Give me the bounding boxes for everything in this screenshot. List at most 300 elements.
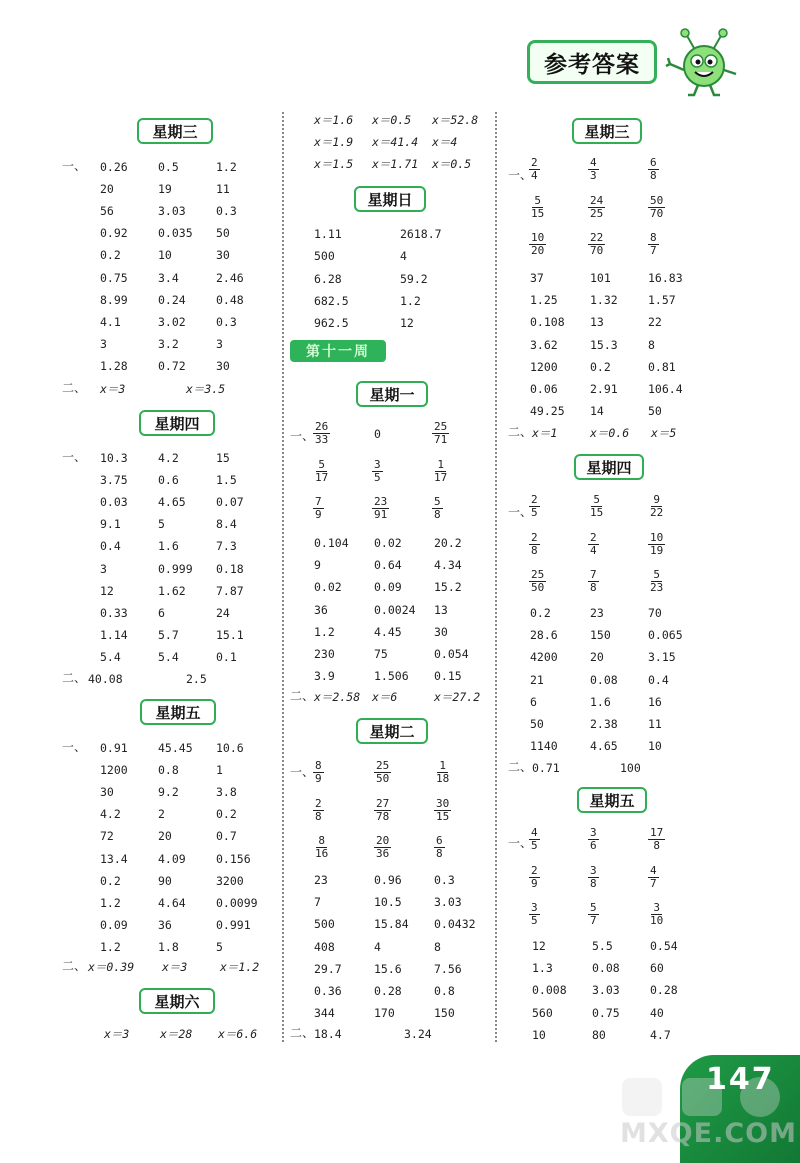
part-one-marker: 一、 <box>62 740 87 754</box>
numerator: 3 <box>590 826 597 839</box>
answer-value: 0.7 <box>216 829 237 844</box>
answer-value: 2.91 <box>590 382 618 396</box>
answer-value: 0.48 <box>216 292 244 307</box>
denominator: 50 <box>531 581 545 594</box>
answer-value: 90 <box>158 873 172 888</box>
answer-value: 1.14 <box>100 627 128 642</box>
answer-value: 2.5 <box>186 672 207 686</box>
answer-value: 70 <box>648 606 662 620</box>
answer-value: 7.87 <box>216 583 244 598</box>
answer-value: 0.3 <box>216 314 237 329</box>
numerator: 6 <box>650 156 657 169</box>
answer-key-title: 参考答案 <box>544 51 640 78</box>
answer-value: 10 <box>648 739 662 754</box>
answer-value: 0.09 <box>374 580 402 595</box>
answer-key-header <box>527 40 657 84</box>
answer-value: 4.65 <box>590 739 618 754</box>
numerator: 30 <box>436 796 450 810</box>
fraction <box>588 827 599 852</box>
fraction <box>648 157 659 182</box>
answer-value: 37 <box>530 271 544 285</box>
answer-value: x＝5 <box>651 426 677 440</box>
answer-value: 7 <box>314 895 321 910</box>
fraction <box>529 157 540 182</box>
answer-value: 10 <box>532 1027 546 1042</box>
answer-value: 6 <box>530 694 537 709</box>
answer-value: 0.008 <box>532 983 567 998</box>
answer-value: 0.4 <box>648 672 669 687</box>
watermark-site: MXQE.COM <box>620 1118 797 1149</box>
denominator: 8 <box>434 508 441 521</box>
day-badge-thursday: 星期四 <box>574 454 644 480</box>
answer-value: 0.065 <box>648 628 683 643</box>
part-two-marker: 二、 <box>508 425 533 439</box>
answer-value: x＝0.6 <box>590 426 630 440</box>
answer-value: 50 <box>216 226 230 241</box>
fraction <box>374 835 391 860</box>
part-two-marker: 二、 <box>62 381 87 395</box>
fraction <box>648 865 659 890</box>
answer-value: 0.03 <box>100 495 128 510</box>
answer-value: 3.24 <box>404 1027 432 1041</box>
answer-value: 4.2 <box>158 451 179 465</box>
answer-value: 4.1 <box>100 314 121 329</box>
fraction <box>432 421 449 446</box>
answer-value: 0.75 <box>592 1005 620 1020</box>
answer-value: 0.26 <box>100 160 128 174</box>
answer-value: x＝1 <box>532 426 558 440</box>
numerator: 5 <box>653 568 660 581</box>
denominator: 8 <box>653 839 660 852</box>
answer-value: 5 <box>158 517 165 532</box>
denominator: 5 <box>374 470 381 484</box>
answer-value: 23 <box>590 606 604 620</box>
answer-value: 19 <box>158 182 172 197</box>
answer-value: 20 <box>100 182 114 197</box>
answer-value: 0.36 <box>314 984 342 998</box>
answer-value: 0.035 <box>158 226 193 241</box>
numerator: 10 <box>531 231 545 244</box>
answer-value: x＝2.58 <box>314 690 361 704</box>
answer-value: 15.1 <box>216 627 244 642</box>
answer-value: 2.46 <box>216 270 244 285</box>
answer-value: x＝3.5 <box>186 382 226 396</box>
answer-value: 11 <box>648 717 662 731</box>
answer-value: 101 <box>590 271 611 285</box>
answer-value: 682.5 <box>314 293 349 308</box>
denominator: 91 <box>374 508 388 521</box>
answer-value: 1.2 <box>400 293 421 308</box>
fraction <box>432 496 443 521</box>
answer-value: 2 <box>158 807 165 822</box>
part-one-marker: 一、 <box>62 159 87 173</box>
answer-value: 16 <box>648 694 662 709</box>
answer-value: 13 <box>434 602 448 617</box>
answer-value: x＝1.71 <box>372 157 419 171</box>
numerator: 5 <box>434 495 441 508</box>
answer-value: 100 <box>620 761 641 775</box>
numerator: 50 <box>650 193 664 207</box>
fraction <box>372 459 383 484</box>
answer-value: x＝0.5 <box>432 157 472 171</box>
fraction <box>648 569 665 594</box>
fraction <box>648 827 665 852</box>
denominator: 9 <box>531 876 538 890</box>
denominator: 4 <box>590 543 597 557</box>
answer-value: 30 <box>434 624 448 639</box>
denominator: 4 <box>531 169 538 182</box>
numerator: 5 <box>590 901 597 914</box>
denominator: 7 <box>650 244 657 257</box>
part-one-marker: 一、 <box>290 429 315 443</box>
fraction <box>434 798 451 823</box>
answer-value: 28.6 <box>530 628 558 643</box>
answer-value: 1.2 <box>216 160 237 174</box>
answer-value: 80 <box>592 1027 606 1042</box>
day-badge-friday: 星期五 <box>140 699 216 725</box>
denominator: 70 <box>650 206 664 220</box>
denominator: 5 <box>531 506 538 519</box>
column-divider <box>282 112 284 1042</box>
answer-value: 56 <box>100 204 114 219</box>
answer-value: 0.991 <box>216 917 251 932</box>
numerator: 3 <box>653 901 660 914</box>
fraction <box>529 569 546 594</box>
answer-value: 30 <box>216 358 230 373</box>
answer-value: 0.96 <box>374 873 402 887</box>
answer-value: 6.28 <box>314 271 342 286</box>
answer-value: x＝4 <box>432 135 458 149</box>
numerator: 8 <box>318 834 325 847</box>
numerator: 10 <box>650 530 664 544</box>
answer-value: 15.2 <box>434 580 462 595</box>
fraction <box>588 157 599 182</box>
answer-value: x＝1.5 <box>314 157 354 171</box>
answer-value: 15.84 <box>374 917 409 932</box>
answer-value: 13.4 <box>100 851 128 866</box>
part-one-marker: 一、 <box>508 168 533 182</box>
answer-value: 4.64 <box>158 895 186 910</box>
numerator: 24 <box>590 193 604 207</box>
numerator: 7 <box>315 495 322 508</box>
answer-value: 0.0432 <box>434 917 476 932</box>
numerator: 9 <box>653 493 660 506</box>
answer-value: 0.3 <box>434 873 455 887</box>
answer-value: 12 <box>532 939 546 953</box>
answer-value: 12 <box>100 583 114 598</box>
answer-value: 0.28 <box>374 984 402 998</box>
denominator: 18 <box>436 772 450 785</box>
denominator: 8 <box>315 809 322 823</box>
answer-value: 14 <box>590 404 604 419</box>
answer-value: 7.56 <box>434 961 462 976</box>
answer-value: 4.09 <box>158 851 186 866</box>
answer-value: 0.09 <box>100 917 128 932</box>
answer-value: 0.02 <box>374 536 402 550</box>
numerator: 25 <box>376 759 390 772</box>
answer-value: 8 <box>648 337 655 352</box>
fraction <box>529 902 540 927</box>
fraction <box>374 798 391 823</box>
numerator: 2 <box>315 796 322 810</box>
answer-value: 30 <box>100 785 114 800</box>
answer-value: 0.72 <box>158 358 186 373</box>
answer-value: 0.33 <box>100 605 128 620</box>
fraction <box>313 459 330 484</box>
answer-value: x＝1.2 <box>220 960 260 974</box>
denominator: 19 <box>650 543 664 557</box>
answer-value: 0.5 <box>158 160 179 174</box>
answer-value: 6 <box>158 605 165 620</box>
answer-value: 5.7 <box>158 627 179 642</box>
answer-value: 60 <box>650 961 664 976</box>
answer-value: 0 <box>374 427 381 441</box>
answer-value: x＝28 <box>160 1027 193 1041</box>
answer-value: 3 <box>100 561 107 576</box>
answer-value: 72 <box>100 829 114 844</box>
answer-value: 150 <box>434 1006 455 1021</box>
answer-value: 0.2 <box>216 807 237 822</box>
fraction <box>529 865 540 890</box>
answer-value: 230 <box>314 647 335 661</box>
answer-value: 0.2 <box>530 606 551 620</box>
numerator: 4 <box>590 156 597 169</box>
answer-value: 7.3 <box>216 539 237 554</box>
answer-value: 75 <box>374 647 388 661</box>
numerator: 8 <box>650 231 657 244</box>
answer-value: x＝1.9 <box>314 135 354 149</box>
answer-value: 9 <box>314 558 321 573</box>
answer-value: 0.8 <box>158 763 179 778</box>
answer-value: 4 <box>400 249 407 264</box>
fraction <box>434 835 445 860</box>
numerator: 1 <box>439 759 446 772</box>
answer-value: 962.5 <box>314 316 349 331</box>
answer-value: 2.38 <box>590 717 618 731</box>
answer-value: 1.506 <box>374 669 409 684</box>
answer-value: 40.08 <box>88 672 123 686</box>
answer-value: 5.4 <box>158 649 179 664</box>
answer-value: 0.81 <box>648 359 676 374</box>
answer-value: 1140 <box>530 739 558 754</box>
denominator: 17 <box>434 470 448 484</box>
answer-value: 0.71 <box>532 761 560 775</box>
denominator: 5 <box>531 914 538 927</box>
answer-value: 4.2 <box>100 807 121 822</box>
answer-value: 9.1 <box>100 517 121 532</box>
column-divider <box>495 112 497 1042</box>
week-label: 第十一周 <box>290 340 386 362</box>
numerator: 26 <box>315 420 329 433</box>
numerator: 5 <box>593 493 600 506</box>
denominator: 8 <box>650 169 657 182</box>
fraction <box>648 195 665 220</box>
answer-value: 1.2 <box>314 624 335 639</box>
answer-value: 170 <box>374 1006 395 1021</box>
answer-value: 3.62 <box>530 337 558 352</box>
numerator: 2 <box>531 156 538 169</box>
fraction <box>374 760 391 785</box>
answer-value: 3.03 <box>158 204 186 219</box>
answer-value: 0.2 <box>590 359 611 374</box>
answer-value: 10 <box>158 248 172 263</box>
answer-value: 2618.7 <box>400 227 442 241</box>
numerator: 23 <box>374 495 388 508</box>
answer-value: 3.2 <box>158 336 179 351</box>
answer-value: 8.4 <box>216 517 237 532</box>
answer-value: 0.2 <box>100 248 121 263</box>
answer-value: 1200 <box>530 359 558 374</box>
answer-value: 8.99 <box>100 292 128 307</box>
fraction <box>588 195 605 220</box>
fraction <box>313 760 324 785</box>
fraction <box>529 532 540 557</box>
answer-value: 0.8 <box>434 984 455 998</box>
answer-value: 106.4 <box>648 382 683 396</box>
answer-value: 0.08 <box>590 672 618 687</box>
denominator: 71 <box>434 433 448 446</box>
fraction <box>588 902 599 927</box>
denominator: 17 <box>315 470 329 484</box>
numerator: 5 <box>318 457 325 471</box>
answer-value: x＝3 <box>162 960 188 974</box>
answer-value: 1.2 <box>100 939 121 954</box>
answer-value: 10.3 <box>100 451 128 465</box>
answer-value: 15.3 <box>590 337 618 352</box>
answer-value: 0.24 <box>158 292 186 307</box>
denominator: 36 <box>376 847 390 860</box>
answer-value: 8 <box>434 939 441 954</box>
day-badge-thursday: 星期四 <box>139 410 215 436</box>
part-two-marker: 二、 <box>290 689 315 703</box>
answer-value: 0.108 <box>530 315 565 330</box>
answer-value: 4.65 <box>158 495 186 510</box>
answer-value: 1.5 <box>216 473 237 488</box>
part-one-marker: 一、 <box>508 836 533 850</box>
answer-value: 0.06 <box>530 382 558 396</box>
day-badge-saturday: 星期六 <box>139 988 215 1014</box>
answer-value: 4 <box>374 939 381 954</box>
answer-value: 9.2 <box>158 785 179 800</box>
answer-value: 0.999 <box>158 561 193 576</box>
numerator: 25 <box>531 568 545 581</box>
answer-value: 0.0099 <box>216 895 258 910</box>
answer-value: x＝52.8 <box>432 113 479 127</box>
part-one-marker: 一、 <box>290 765 315 779</box>
answer-value: 408 <box>314 939 335 954</box>
answer-value: 3.4 <box>158 270 179 285</box>
denominator: 8 <box>590 876 597 890</box>
denominator: 8 <box>590 581 597 594</box>
answer-value: 50 <box>648 404 662 419</box>
answer-value: 3.02 <box>158 314 186 329</box>
answer-value: 10.5 <box>374 895 402 910</box>
answer-value: 5.5 <box>592 939 613 953</box>
answer-value: 21 <box>530 672 544 687</box>
day-badge-monday: 星期一 <box>356 381 428 407</box>
denominator: 78 <box>376 809 390 823</box>
answer-value: 22 <box>648 315 662 330</box>
answer-value: 0.08 <box>592 961 620 976</box>
answer-value: 0.15 <box>434 669 462 684</box>
fraction <box>529 195 546 220</box>
denominator: 9 <box>315 508 322 521</box>
answer-value: 30 <box>216 248 230 263</box>
denominator: 9 <box>315 772 322 785</box>
part-one-marker: 一、 <box>62 450 87 464</box>
denominator: 8 <box>531 543 538 557</box>
answer-value: 3.8 <box>216 785 237 800</box>
answer-value: 0.07 <box>216 495 244 510</box>
fraction <box>648 532 665 557</box>
answer-value: 1.32 <box>590 293 618 308</box>
mascot-illustration <box>664 28 740 98</box>
answer-value: x＝6.6 <box>218 1027 258 1041</box>
answer-value: 15.6 <box>374 961 402 976</box>
numerator: 2 <box>531 863 538 877</box>
day-badge-wednesday: 星期三 <box>572 118 642 144</box>
fraction <box>588 569 599 594</box>
page-number: 147 <box>706 1062 775 1097</box>
answer-value: x＝0.39 <box>88 960 135 974</box>
answer-value: 4.7 <box>650 1027 671 1042</box>
numerator: 20 <box>376 834 390 847</box>
answer-value: 36 <box>314 602 328 617</box>
denominator: 5 <box>531 839 538 852</box>
answer-value: 10.6 <box>216 741 244 755</box>
answer-value: 3.75 <box>100 473 128 488</box>
denominator: 22 <box>650 506 664 519</box>
numerator: 2 <box>590 530 597 544</box>
fraction <box>529 827 540 852</box>
answer-value: 0.0024 <box>374 602 416 617</box>
answer-value: 0.75 <box>100 270 128 285</box>
numerator: 7 <box>590 568 597 581</box>
numerator: 25 <box>434 420 448 433</box>
fraction <box>648 902 665 927</box>
answer-value: 13 <box>590 315 604 330</box>
answer-value: 1.25 <box>530 293 558 308</box>
numerator: 2 <box>531 530 538 544</box>
answer-value: 0.6 <box>158 473 179 488</box>
answer-value: 4.34 <box>434 558 462 573</box>
answer-value: x＝6 <box>372 690 398 704</box>
denominator: 7 <box>590 914 597 927</box>
fraction <box>588 232 605 257</box>
answer-value: 0.4 <box>100 539 121 554</box>
numerator: 4 <box>531 826 538 839</box>
fraction <box>529 232 546 257</box>
denominator: 15 <box>531 206 545 220</box>
answer-value: 59.2 <box>400 271 428 286</box>
answer-value: 0.18 <box>216 561 244 576</box>
answer-value: 0.3 <box>216 204 237 219</box>
answer-value: x＝41.4 <box>372 135 419 149</box>
answer-value: 500 <box>314 249 335 264</box>
part-two-marker: 二、 <box>62 959 87 973</box>
answer-value: x＝3 <box>100 382 126 396</box>
answer-value: 4.45 <box>374 624 402 639</box>
answer-value: 3 <box>100 336 107 351</box>
answer-value: 20 <box>158 829 172 844</box>
answer-value: 1.2 <box>100 895 121 910</box>
answer-value: 0.54 <box>650 939 678 953</box>
denominator: 23 <box>650 581 664 594</box>
answer-value: 1.57 <box>648 293 676 308</box>
answer-value: 0.1 <box>216 649 237 664</box>
answer-value: 20.2 <box>434 536 462 550</box>
fraction <box>372 496 389 521</box>
